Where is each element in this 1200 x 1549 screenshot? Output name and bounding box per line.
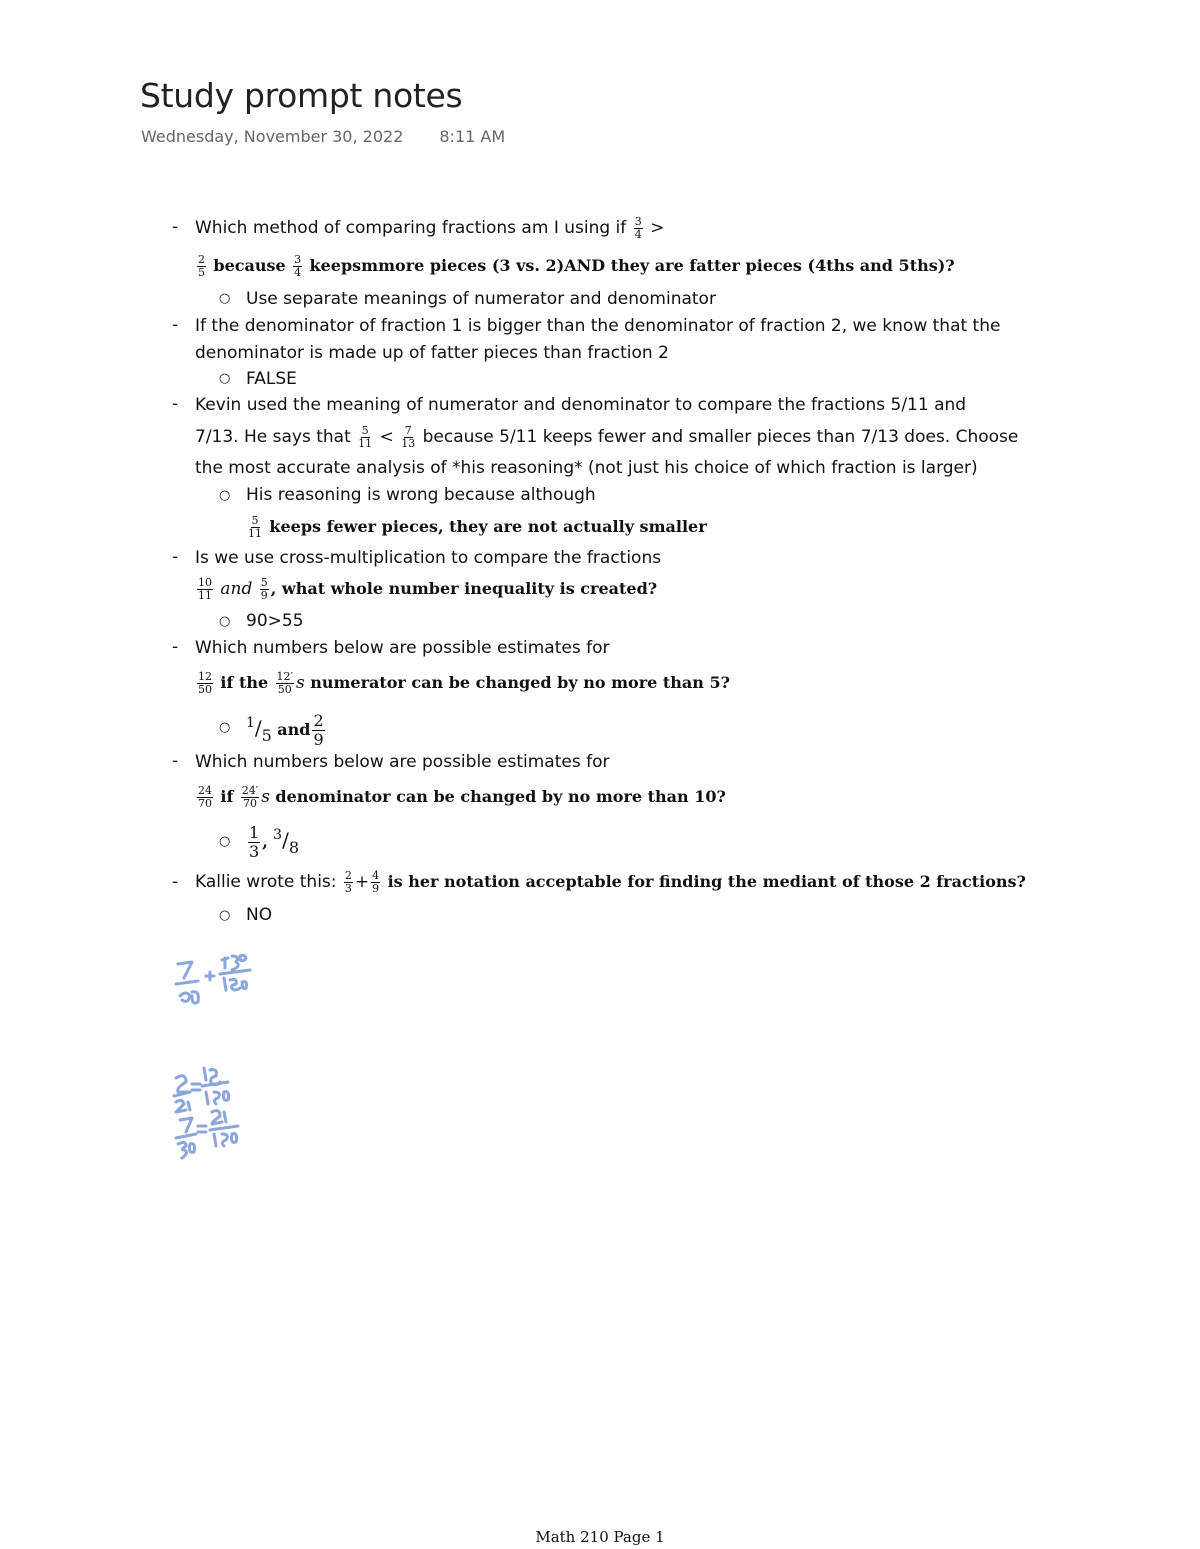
q7-line1: Kallie wrote this: $\frac{2}{3}$ + $\frac{4}{9}$ is her notation acceptable for finding the mediant of those 2 fractions? xyxy=(195,868,1026,895)
fraction-12-50-prime: $\frac{12'}{50}$ xyxy=(276,669,294,696)
q3-line2: 7/13. He says that $\frac{5}{11}$ < $\frac{7}{13}$ because 5/11 keeps fewer and smaller pieces than 7/13 does. Choose xyxy=(195,423,1019,450)
q4-answer: 90>55 xyxy=(246,611,304,631)
bullet-dash: - xyxy=(172,315,179,335)
page-time: 8:11 AM xyxy=(439,127,506,146)
bullet-circle: ○ xyxy=(219,908,231,923)
page-title: Study prompt notes xyxy=(140,76,463,115)
bullet-circle: ○ xyxy=(219,834,231,849)
q2-line1: If the denominator of fraction 1 is bigger than the denominator of fraction 2, we know that the xyxy=(195,316,1001,336)
q5-answer: $^1$/5 and $\frac{2}{9}$ xyxy=(246,710,324,749)
q7-answer: NO xyxy=(246,905,273,925)
fraction-2-5: $\frac{2}{5}$ xyxy=(198,252,205,279)
q5-line1: Which numbers below are possible estimates for xyxy=(195,638,610,658)
q3-line1: Kevin used the meaning of numerator and denominator to compare the fractions 5/11 and xyxy=(195,395,967,415)
bullet-circle: ○ xyxy=(219,291,231,306)
fraction-10-11: $\frac{10}{11}$ xyxy=(198,575,212,602)
fraction-2-3: $\frac{2}{3}$ xyxy=(344,868,352,895)
fraction-24-70: $\frac{24}{70}$ xyxy=(198,783,212,810)
handwritten-ink-1 xyxy=(170,948,270,1018)
q4-line2: $\frac{10}{11}$ and $\frac{5}{9}$ , what whole number inequality is created? xyxy=(198,575,658,602)
fraction-1-3: $\frac{1}{3}$ xyxy=(249,822,260,861)
fraction-7-13: $\frac{7}{13}$ xyxy=(401,423,416,450)
q6-line2: $\frac{24}{70}$ if $\frac{24'}{70}$ s denominator can be changed by no more than 10? xyxy=(198,783,726,810)
q5-line2: $\frac{12}{50}$ if the $\frac{12'}{50}$ s numerator can be changed by no more than 5? xyxy=(198,669,730,696)
q1-line1: Which method of comparing fractions am I using if $\frac{3}{4}$ > xyxy=(195,214,665,241)
bullet-circle: ○ xyxy=(219,720,231,735)
q3-answer1: His reasoning is wrong because although xyxy=(246,485,596,505)
q1-line2: $\frac{2}{5}$ because $\frac{3}{4}$ keepsmmore pieces (3 vs. 2)AND they are fatter pieces (4ths and 5ths)? xyxy=(198,252,955,279)
bullet-dash: - xyxy=(172,547,179,567)
page-date: Wednesday, November 30, 2022 xyxy=(141,127,404,146)
q2-answer: FALSE xyxy=(246,369,297,389)
bullet-circle: ○ xyxy=(219,488,231,503)
bullet-dash: - xyxy=(172,637,179,657)
q6-answer: $\frac{1}{3}$ , $^3$/8 xyxy=(249,822,300,861)
fraction-5-9: $\frac{5}{9}$ xyxy=(260,575,268,602)
handwritten-ink-2 xyxy=(168,1062,268,1162)
fraction-12-50: $\frac{12}{50}$ xyxy=(198,669,212,696)
q4-line1: Is we use cross-multiplication to compare the fractions xyxy=(195,548,662,568)
fraction-3-4: $\frac{3}{4}$ xyxy=(294,252,302,279)
fraction-24-70-prime: $\frac{24'}{70}$ xyxy=(241,783,259,810)
q2-line2: denominator is made up of fatter pieces than fraction 2 xyxy=(195,343,669,363)
q1-answer: Use separate meanings of numerator and denominator xyxy=(246,289,716,309)
fraction-5-11: $\frac{5}{11}$ xyxy=(248,513,262,540)
bullet-dash: - xyxy=(172,394,179,414)
fraction-2-9: $\frac{2}{9}$ xyxy=(313,710,324,749)
page-timestamp xyxy=(141,127,505,146)
fraction-4-9: $\frac{4}{9}$ xyxy=(372,868,380,895)
bullet-circle: ○ xyxy=(219,371,231,386)
bullet-dash: - xyxy=(172,217,179,237)
q3-line3: the most accurate analysis of *his reasoning* (not just his choice of which fraction is larger) xyxy=(195,458,978,478)
fraction-5-11: $\frac{5}{11}$ xyxy=(358,423,373,450)
q3-answer2: $\frac{5}{11}$ keeps fewer pieces, they are not actually smaller xyxy=(248,513,707,540)
bullet-circle: ○ xyxy=(219,614,231,629)
page-footer: Math 210 Page 1 xyxy=(535,1528,665,1546)
fraction-3-4: $\frac{3}{4}$ xyxy=(634,214,642,241)
q6-line1: Which numbers below are possible estimates for xyxy=(195,752,610,772)
bullet-dash: - xyxy=(172,751,179,771)
bullet-dash: - xyxy=(172,872,179,892)
